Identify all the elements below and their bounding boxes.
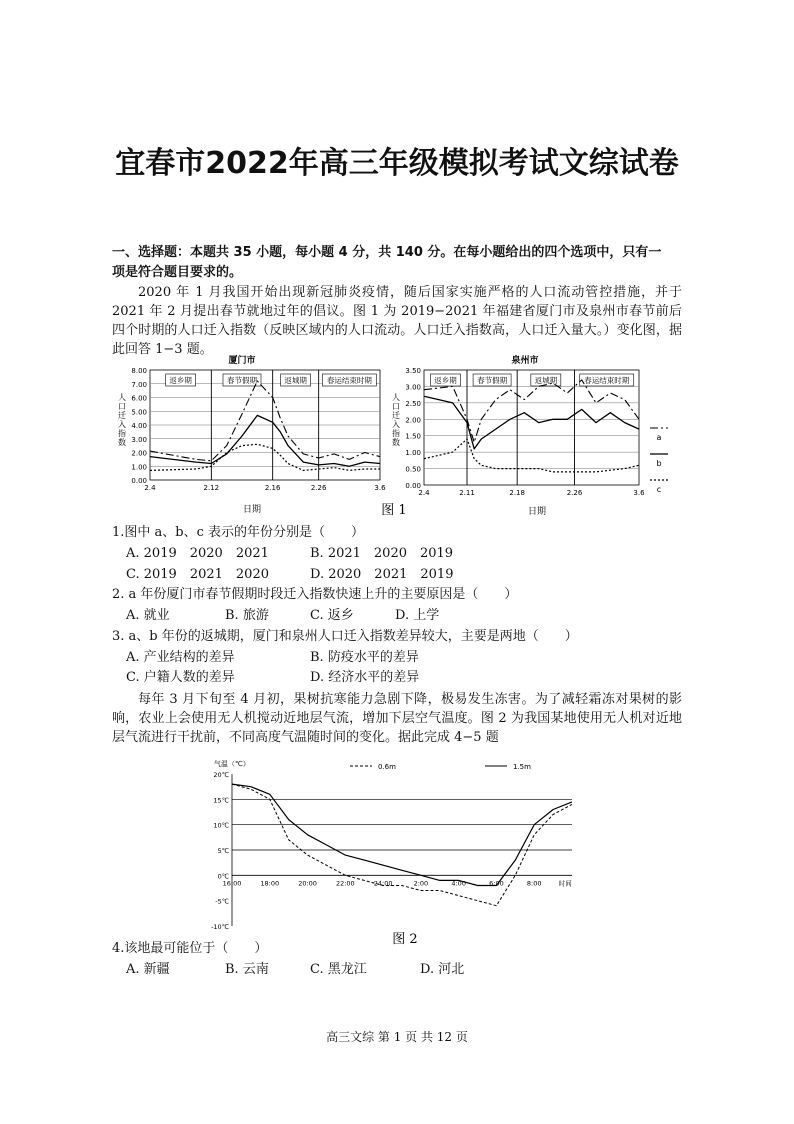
fig2-xtick: 4:00 xyxy=(451,879,466,888)
fig1-left-xtick: 2.4 xyxy=(144,484,156,492)
fig1-right-xtick: 2.26 xyxy=(566,489,583,497)
q3-option-a: A. 产业结构的差异 xyxy=(126,650,235,665)
section-heading-line1: 一、选择题：本题共 35 小题，每小题 4 分，共 140 分。在每小题给出的四个选项中，只有一 xyxy=(112,245,662,260)
fig1-right-series-c xyxy=(424,439,639,472)
fig1-right-ytick: 3.00 xyxy=(405,383,421,392)
fig1-left-period-label: 返城期 xyxy=(284,376,307,385)
fig2-xtick: 24:00 xyxy=(373,879,393,888)
fig2-xlabel: 时间 xyxy=(558,879,572,888)
fig2-ytick: 5℃ xyxy=(217,847,229,855)
q2-option-c: C. 返乡 xyxy=(310,608,354,623)
fig1-right-xtick: 3.6 xyxy=(633,489,645,497)
q1-option-a: A. 2019 2020 2021 xyxy=(126,546,269,561)
fig1-left-ytick: 2.00 xyxy=(131,449,147,458)
fig2-ytick: -10℃ xyxy=(211,923,229,931)
fig2-ytick: 15℃ xyxy=(213,796,229,805)
fig1-left-period-label: 春节假期 xyxy=(227,376,257,385)
q3-option-d: D. 经济水平的差异 xyxy=(310,670,420,685)
fig2-legend-label: 1.5m xyxy=(513,763,531,771)
q1-option-b: B. 2021 2020 2019 xyxy=(310,546,454,561)
fig2-xtick: 2:00 xyxy=(413,879,429,888)
page-title: 宜春市2022年高三年级模拟考试文综试卷 xyxy=(115,146,679,181)
fig1-right-frame xyxy=(424,370,639,485)
fig1-left-series-b xyxy=(150,415,380,466)
q4-option-a: A. 新疆 xyxy=(126,962,170,977)
fig1-right-period-label: 春运结束时期 xyxy=(584,376,630,385)
fig1-right-ytick: 0.00 xyxy=(405,482,421,490)
fig1-right-ylabel-char: 数 xyxy=(392,438,400,447)
fig1-right-ylabel-char: 迁 xyxy=(392,411,400,420)
fig1-right-series-a xyxy=(424,380,639,442)
q3-option-c: C. 户籍人数的差异 xyxy=(126,670,235,685)
fig1-right-chart xyxy=(392,367,645,497)
fig2-xtick: 16:00 xyxy=(222,879,242,888)
fig1-left-ytick: 6.00 xyxy=(131,394,147,403)
fig2-caption: 图 2 xyxy=(392,932,418,947)
q2-option-a: A. 就业 xyxy=(126,608,170,623)
fig1-left-xtick: 2.12 xyxy=(203,484,220,492)
fig1-left-ylabel-char: 入 xyxy=(118,420,126,429)
fig2-series-0.6m xyxy=(232,784,572,906)
fig1-right-ytick: 2.50 xyxy=(405,399,421,408)
fig1-right-period-label: 返乡期 xyxy=(434,376,457,385)
fig2-xtick: 6:00 xyxy=(489,879,504,888)
fig2-ytick: 10℃ xyxy=(213,821,229,830)
fig1-left-xtick: 3.6 xyxy=(374,484,386,492)
intro-paragraph-2: 每年 3 月下旬至 4 月初，果树抗寒能力急剧下降，极易发生冻害。为了减轻霜冻对果树的影响，农业上会使用无人机搅动近地层气流，增加下层空气温度。图 2 为我国某地使用无人机对近地层气流进行干扰前，不同高度气温随时间的变化。据此完成 4−5 题 xyxy=(112,692,682,745)
fig1-left-ytick: 1.00 xyxy=(131,463,147,472)
fig1-legend-label: b xyxy=(656,459,662,468)
fig1-left-ytick: 8.00 xyxy=(131,367,147,375)
fig2-xtick: 20:00 xyxy=(298,879,317,888)
q1-stem: 1.图中 a、b、c 表示的年份分别是（ ） xyxy=(112,525,365,540)
fig1-right-ytick: 1.50 xyxy=(405,432,421,441)
page-footer: 高三文综 第 1 页 共 12 页 xyxy=(326,1030,468,1044)
fig1-right-ylabel-char: 口 xyxy=(392,402,400,411)
fig1-right-ytick: 2.00 xyxy=(405,416,421,425)
fig1-left-ylabel-char: 数 xyxy=(118,438,126,447)
fig1-left-ylabel-char: 迁 xyxy=(118,411,126,420)
fig1-legend-label: c xyxy=(656,485,662,494)
fig1-right-ytick: 1.00 xyxy=(405,449,421,458)
fig2-legend xyxy=(350,763,531,771)
fig2-ytick: -5℃ xyxy=(215,897,229,906)
fig2-xtick: 22:00 xyxy=(335,879,355,888)
fig1-right-title: 泉州市 xyxy=(511,356,539,366)
fig1-legend xyxy=(650,428,668,494)
fig1-right-ytick: 0.50 xyxy=(405,465,421,474)
q4-option-d: D. 河北 xyxy=(420,962,465,977)
fig1-left-ylabel-char: 口 xyxy=(118,402,126,411)
fig2-xtick: 18:00 xyxy=(260,879,280,888)
fig1-left-ylabel-char: 指 xyxy=(118,429,126,438)
fig1-left-title: 厦门市 xyxy=(228,356,256,366)
q2-stem: 2. a 年份厦门市春节假期时段迁入指数快速上升的主要原因是（ ） xyxy=(112,587,518,602)
fig1-left-ytick: 5.00 xyxy=(131,408,147,417)
fig1-right-ylabel-char: 入 xyxy=(392,420,400,429)
q4-option-c: C. 黑龙江 xyxy=(310,962,367,977)
fig1-right-xtick: 2.11 xyxy=(459,489,475,497)
fig1-left-xtick: 2.26 xyxy=(310,484,327,492)
fig1-left-ylabel-char: 人 xyxy=(118,393,126,402)
fig1-right-ylabel-char: 指 xyxy=(392,429,400,438)
fig2-ytick: 20℃ xyxy=(213,771,229,779)
figure-2 xyxy=(200,756,590,948)
fig1-right-period-label: 春节假期 xyxy=(477,376,508,385)
q1-option-d: D. 2020 2021 2019 xyxy=(310,567,454,582)
fig1-right-ytick: 3.50 xyxy=(405,367,421,375)
fig1-right-xtick: 2.18 xyxy=(509,489,525,497)
fig1-right-series-b xyxy=(424,396,639,449)
q2-option-d: D. 上学 xyxy=(395,608,440,623)
fig1-right-xlabel: 日期 xyxy=(527,507,547,517)
fig1-left-ytick: 7.00 xyxy=(131,380,147,389)
fig2-chart xyxy=(211,771,572,931)
section-heading-line2: 项是符合题目要求的。 xyxy=(112,265,243,280)
fig2-legend-label: 0.6m xyxy=(378,763,396,771)
fig1-left-ytick: 3.00 xyxy=(131,435,147,444)
fig1-left-ytick: 4.00 xyxy=(131,422,147,430)
fig2-xtick: 8:00 xyxy=(526,879,542,888)
fig1-left-period-label: 返乡期 xyxy=(169,376,192,385)
q3-option-b: B. 防疫水平的差异 xyxy=(310,650,419,665)
fig1-left-series-a xyxy=(150,381,380,461)
figure-1 xyxy=(112,352,672,520)
fig1-legend-label: a xyxy=(656,433,662,442)
q4-option-b: B. 云南 xyxy=(225,962,269,977)
fig2-ytick: 0℃ xyxy=(217,872,229,881)
fig1-right-xtick: 2.4 xyxy=(418,489,430,497)
q1-option-c: C. 2019 2021 2020 xyxy=(126,567,270,582)
fig1-left-xtick: 2.16 xyxy=(264,484,281,492)
fig1-left-ytick: 0.00 xyxy=(131,477,147,485)
fig1-left-period-label: 春运结束时期 xyxy=(326,376,372,385)
q3-stem: 3. a、b 年份的返城期，厦门和泉州人口迁入指数差异较大，主要是两地（ ） xyxy=(112,629,578,644)
fig1-left-chart xyxy=(118,367,386,492)
fig2-ylabel: 气温（℃） xyxy=(214,760,250,768)
fig1-right-period-label: 返城期 xyxy=(534,376,558,385)
intro-paragraph-1: 2020 年 1 月我国开始出现新冠肺炎疫情，随后国家实施严格的人口流动管控措施，并于 2021 年 2 月提出春节就地过年的倡议。图 1 为 2019−2021 年福建省厦门市及泉州市春节前后四个时期的人口迁入指数（反映区域内的人口流动。人口迁入指数高，人口迁入量大。）变化图，据此回答 1−3 题。 xyxy=(112,285,682,357)
fig1-left-xlabel: 日期 xyxy=(242,505,262,515)
q4-stem: 4.该地最可能位于（ ） xyxy=(112,941,268,956)
fig1-right-ylabel-char: 人 xyxy=(392,393,400,402)
q2-option-b: B. 旅游 xyxy=(225,608,269,623)
fig1-caption: 图 1 xyxy=(381,503,407,518)
